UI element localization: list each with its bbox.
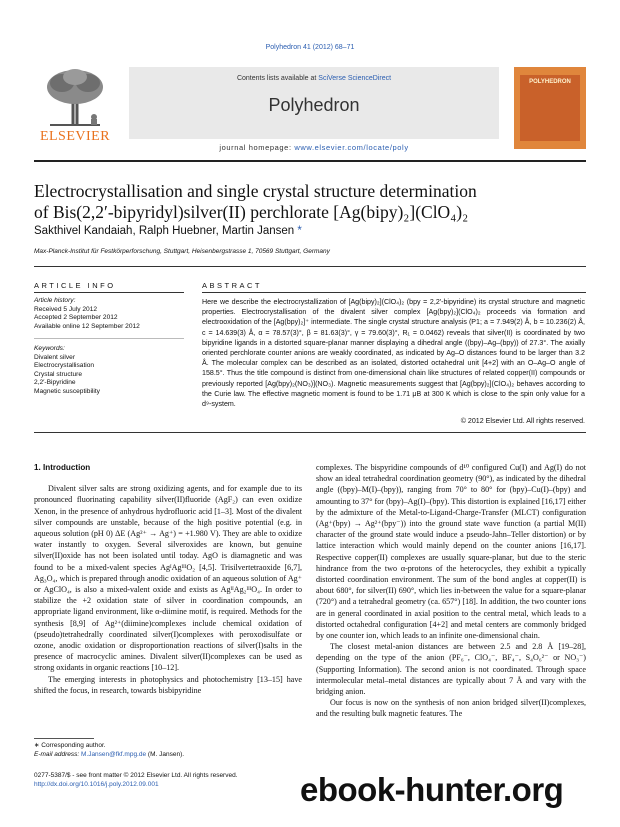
body-column-right [316,462,586,720]
body-paragraph: The emerging interests in photophysics and photochemistry [13–15] have shifted the focus, in research, towards bisbipyridine [34,674,302,695]
title-line-1: Electrocrystallisation and single crystal structure determination [34,181,477,201]
body-column-left [34,462,302,696]
email-label: E-mail address: [34,750,81,758]
elsevier-wordmark: ELSEVIER [39,129,111,144]
affiliation: Max-Planck-Institut für Festkörperforschung, Stuttgart, Heisenbergstrasse 1, 70569 Stuttgart, Germany [34,248,330,255]
keywords-label: Keywords: [34,345,65,352]
body-paragraph: complexes. The bispyridine compounds of d¹⁰ configured Cu(I) and Ag(I) do not show an ideal tetrahedral coordination geometry (90°), as indicated by the dihedral angle ((bpy)–M(I)–(bpy)), ranging from 70° to 80° for (bpy)–Cu(I)–(bpy) and amounting to 37° for (bpy)–Ag(I)–(bpy). This distortion is explained [16,17] either by the admixture of the Metal-to-Ligand-Charge-Transfer (MLCT) configuration (Ag⁺(bpy) → Ag²⁺(bpy⁻)) into the ground state wave function (a partial M(II) character of the ground state would induce a pseudo-Jahn–Teller distortion) or by lattice interaction which would mainly depend on the counter anions [16,17]. Respective copper(II) complexes are usually square-planar, but due to the steric hindrance from the two α-protons of the heterocycles, they exhibit a typically distorted coordination environment. The sum of the bond angles at copper(II) is about 680°, for silver(II) 690°, which lies in-between the value for a square-planar (720°) and a tetrahedral geometry (ca. 657°) [18]. In addition, the two counter ions are in general coordinated in axial position to the central metal, which leads to a distorted octahedral configuration [4+2] and metal centers are commonly bridged by one counter ion, which leads to an infinite one-dimensional chain. [316,463,586,641]
journal-title-box [129,67,499,139]
elsevier-logo [34,67,116,151]
sciencedirect-link[interactable]: SciVerse ScienceDirect [318,75,392,82]
article-history [34,297,184,331]
keyword-item: 2,2′-Bipyridine [34,379,76,387]
cover-artwork [520,75,580,141]
history-accepted: Accepted 2 September 2012 [34,314,118,322]
doi-link[interactable]: http://dx.doi.org/10.1016/j.poly.2012.09.001 [34,780,159,788]
author-names: Sakthivel Kandaiah, Ralph Huebner, Martin Jansen [34,225,295,237]
body-paragraph: The closest metal-anion distances are between 2.5 and 2.8 Å [19–28], depending on the type of the anion (PF₆⁻, ClO₄⁻, BF₄⁻, S₄O₆²⁻ or NO₃⁻) (Supporting Information). The second anion is not coordinated. Through space intermolecular metal–metal distances are typically about 7 Å and vary with the bridging anion. [316,642,586,697]
homepage-prefix: journal homepage: [219,143,295,152]
journal-name: Polyhedron [268,95,360,115]
abstract-end-rule [34,432,586,433]
abstract-rule [202,292,586,293]
abstract-text: Here we describe the electrocrystallization of [Ag(bipy)₂](ClO₄)₂ (bpy = 2,2′-bipyridine) its crystal structure and magnetic properties. Electrocrystallisation of the divalent silver complex [Ag(bpy)₂](ClO₄)₂ proceeds via formation and electrooxidation of the [Ag(bpy)₂]⁺ intermediate. The single crystal structure analysis (P1; a = 7.949(2) Å, b = 10.236(2) Å, c = 14.639(3) Å, α = 78.57(3)°, β = 81.63(3)°, γ = 79.60(3)°, R₁ = 0.0462) reveals that silver(II) is coordinated by two bipyridine ligands in a distorted square-planar manner displaying a dihedral angle ((bpy)–Ag–(bpy)) of 27.3°. The axially oriented perchlorate counter anions are weakly coordinated, as indicated by Ag–O distances found to be larger than 3.2 Å. The molecular complex can be described as an isolated, distorted octahedral unit [4+2] with an O–Ag–O angle of 158.5°. Thus the title compound is distinct from one-dimensional chain like structures of related copper(II) compounds or previously reported [Ag(bpy)₂(NO₃)](NO₃). Magnetic measurements suggest that [Ag(bpy)₂](ClO₄)₂ behaves according to the Curie law. The effective magnetic moment is found to be 1.71 μB at 300 K which is close to the spin only value for a d⁹-system. [202,298,585,409]
article-info-heading: ARTICLE INFO [34,281,116,290]
corresponding-author-mark[interactable]: * [297,225,302,237]
contents-prefix: Contents lists available at [236,75,319,82]
contents-line [129,75,499,82]
corresponding-author-note: ∗ Corresponding author. [34,742,106,749]
article-info-rule [34,292,184,293]
header-rule [34,160,586,162]
body-paragraph: Divalent silver salts are strong oxidizing agents, and for example due to its pronounced fluorinating capability silver(II)fluoride (AgF₂) can even oxidize Xenon, in the presence of anhydrous hydrofluoric acid [1–3]. Most of the divalent silver compounds are unstable, because of the high positive potential (e.g. in aqueous solution (pH 0) ΔE (Ag²⁺ → Ag⁺) = +1.980 V). They are able to oxidize water instantly to oxygen. Several silveroxides are known, but genuine silver(II)oxide has not been isolated until today. AgO is diamagnetic and was found to be a mixed-valent species AgᴵAgᴵᴵᴵO₂ [4,5]. Trisilvertetraoxide [6,7], Ag₃O₄, which is prepared through anodic oxidation of an aqueous solution of Ag⁺ or AgClO₄, is also a mixed-valent oxide and exists as AgᴵᴵAg₂ᴵᴵᴵO₄. In order to stabilize the +2 oxidation state of silver in coordination compounds, an appropriate ligand environment, like α-diimine motif, is required. Methods for the synthesis [8,9] of Ag²⁺(diimine)complexes include chemical oxidation of (pseudo)tetrahedrally coordinated silver(I)complexes with peroxodisulfate or ozone, anodic oxidation or disproportionation reactions of silver(I)salts in the presence of macrocyclic amines. Divalent silver(II)complexes can be used as strong oxidants in organic reactions [10–12]. [34,484,302,673]
authors [34,225,302,237]
keyword-item: Magnetic susceptibility [34,387,100,395]
cover-title: POLYHEDRON [529,79,571,85]
footnote-rule [34,738,94,739]
email-suffix: (M. Jansen). [146,750,185,758]
abstract-heading: ABSTRACT [202,281,263,290]
journal-masthead [34,67,586,151]
journal-cover-image [514,67,586,149]
journal-homepage [129,143,499,152]
body-paragraph: Our focus is now on the synthesis of non anion bridged silver(II)complexes, and the resulting bulk magnetic features. The [316,698,586,719]
watermark: ebook-hunter.org [300,771,564,808]
issn-line: 0277-5387/$ - see front matter © 2012 Elsevier Ltd. All rights reserved. [34,772,238,779]
publication-info [34,772,302,789]
keywords [34,345,184,397]
history-online: Available online 12 September 2012 [34,322,140,330]
keywords-rule [34,338,184,339]
homepage-link[interactable]: www.elsevier.com/locate/poly [294,143,409,152]
email-link[interactable]: M.Jansen@fkf.mpg.de [80,750,147,758]
elsevier-tree-icon [40,67,110,127]
title-line-2: of Bis(2,2′-bipyridyl)silver(II) perchlorate [Ag(bipy)₂](ClO₄)₂ [34,202,469,222]
section-heading: 1. Introduction [34,463,91,472]
article-title [34,181,594,223]
keyword-item: Crystal structure [34,370,82,378]
journal-reference[interactable]: Polyhedron 41 (2012) 68–71 [265,44,355,51]
history-received: Received 5 July 2012 [34,305,98,313]
keyword-item: Divalent silver [34,353,76,361]
keyword-item: Electrocrystallisation [34,362,95,370]
email-line [34,751,302,760]
affiliation-rule [34,266,586,267]
corresponding-footnote [34,742,302,759]
history-label: Article history: [34,297,76,304]
abstract-copyright: © 2012 Elsevier Ltd. All rights reserved. [460,417,585,425]
